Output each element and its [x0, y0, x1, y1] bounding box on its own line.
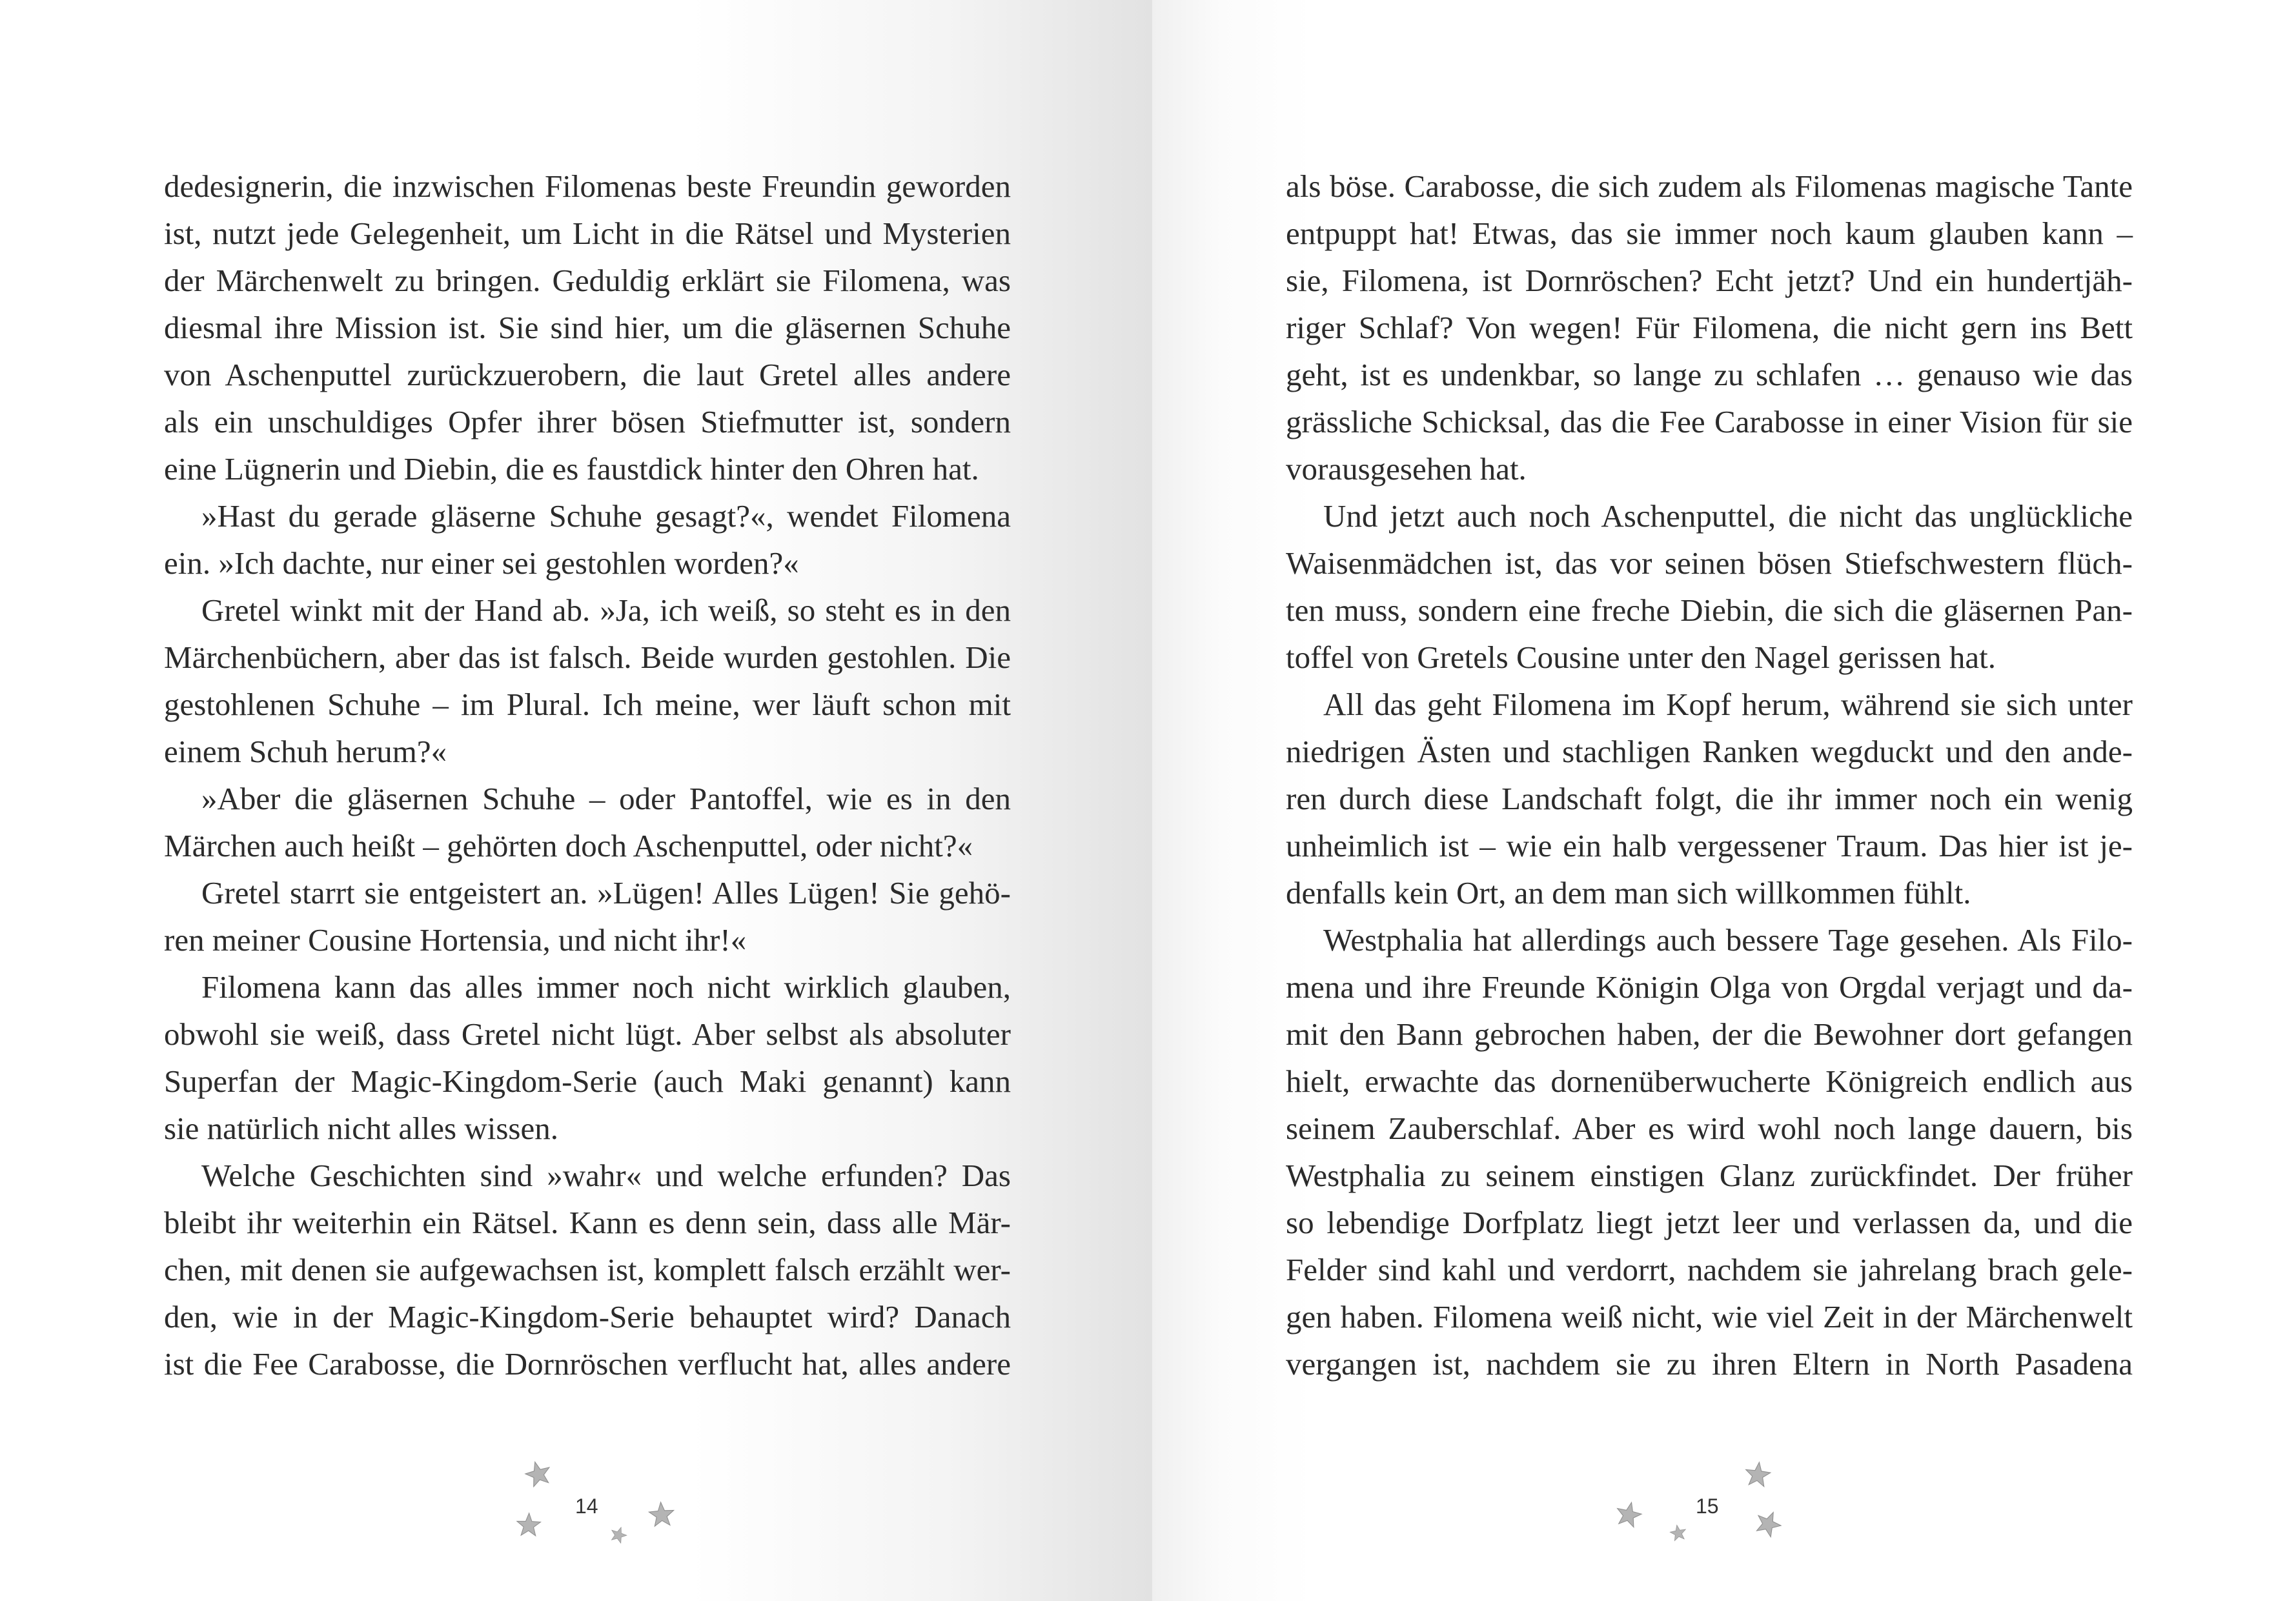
text-line: diesmal ihre Mission ist. Sie sind hier, um die gläsernen Schuhe — [164, 310, 1011, 345]
text-line: Und jetzt auch noch Aschenputtel, die nicht das unglückliche — [1323, 498, 2133, 534]
text-line: chen, mit denen sie aufgewachsen ist, komplett falsch erzählt wer- — [164, 1252, 1011, 1287]
text-line: grässliche Schicksal, das die Fee Carabosse in einer Vision für sie — [1286, 404, 2133, 439]
text-line: als ein unschuldiges Opfer ihrer bösen Stiefmutter ist, sondern — [164, 404, 1011, 439]
text-line: All das geht Filomena im Kopf herum, während sie sich unter — [1323, 687, 2133, 722]
text-line: Gretel starrt sie entgeistert an. »Lügen! Alles Lügen! Sie gehö- — [201, 875, 1011, 911]
star-icon — [1743, 1461, 1772, 1489]
text-line: entpuppt hat! Etwas, das sie immer noch kaum glauben kann – — [1286, 216, 2133, 251]
text-line: mit den Bann gebrochen haben, der die Bewohner dort gefangen — [1286, 1016, 2133, 1052]
text-line: »Aber die gläsernen Schuhe – oder Pantoffel, wie es in den — [201, 781, 1011, 816]
text-line: denfalls kein Ort, an dem man sich willkommen fühlt. — [1286, 875, 1971, 911]
star-icon — [1614, 1501, 1643, 1529]
text-line: als böse. Carabosse, die sich zudem als Filomenas magische Tante — [1286, 168, 2133, 204]
text-line: ein. »Ich dachte, nur einer sei gestohlen worden?« — [164, 545, 799, 581]
text-line: Superfan der Magic-Kingdom-Serie (auch Maki genannt) kann — [164, 1063, 1011, 1099]
text-line: gen haben. Filomena weiß nicht, wie viel Zeit in der Märchenwelt — [1286, 1299, 2133, 1334]
text-line: ist, nutzt jede Gelegenheit, um Licht in die Rätsel und Mysterien — [164, 216, 1011, 251]
page-number: 15 — [1696, 1495, 1719, 1518]
text-line: einem Schuh herum?« — [164, 734, 447, 769]
text-line: so lebendige Dorfplatz liegt jetzt leer und verlassen da, und die — [1286, 1205, 2133, 1240]
text-line: vorausgesehen hat. — [1286, 451, 1527, 487]
text-line: gestohlenen Schuhe – im Plural. Ich meine, wer läuft schon mit — [164, 687, 1011, 722]
text-line: sie natürlich nicht alles wissen. — [164, 1111, 558, 1146]
text-line: eine Lügnerin und Diebin, die es faustdick hinter den Ohren hat. — [164, 451, 979, 487]
text-line: mena und ihre Freunde Königin Olga von Orgdal verjagt und da- — [1286, 969, 2133, 1005]
text-line: hielt, erwachte das dornenüberwucherte Königreich endlich aus — [1286, 1063, 2133, 1099]
text-line: von Aschenputtel zurückzuerobern, die laut Gretel alles andere — [164, 357, 1011, 392]
text-line: bleibt ihr weiterhin ein Rätsel. Kann es denn sein, dass alle Mär- — [164, 1205, 1011, 1240]
star-icon — [524, 1460, 553, 1489]
star-icon — [1669, 1524, 1687, 1542]
body-text — [1286, 163, 2133, 1387]
text-line: vergangen ist, nachdem sie zu ihren Eltern in North Pasadena — [1286, 1346, 2133, 1382]
text-line: Filomena kann das alles immer noch nicht wirklich glauben, — [201, 969, 1011, 1005]
text-line: Westphalia hat allerdings auch bessere Tage gesehen. Als Filo- — [1323, 922, 2133, 958]
text-line: Westphalia zu seinem einstigen Glanz zurückfindet. Der früher — [1286, 1158, 2133, 1193]
star-icon — [647, 1501, 676, 1529]
text-line: ist die Fee Carabosse, die Dornröschen verflucht hat, alles andere — [164, 1346, 1011, 1382]
right-page — [1152, 0, 2296, 1601]
text-line: geht, ist es undenkbar, so lange zu schlafen … genauso wie das — [1286, 357, 2133, 392]
text-line: ren meiner Cousine Hortensia, und nicht ihr!« — [164, 922, 747, 958]
page-number: 14 — [575, 1495, 598, 1518]
text-line: unheimlich ist – wie ein halb vergessener Traum. Das hier ist je- — [1286, 828, 2133, 863]
text-line: ren durch diese Landschaft folgt, die ihr immer noch ein wenig — [1286, 781, 2133, 816]
star-icon — [609, 1526, 627, 1544]
text-line: Waisenmädchen ist, das vor seinen bösen Stiefschwestern flüch- — [1286, 545, 2133, 581]
star-icon — [1754, 1510, 1782, 1538]
text-line: den, wie in der Magic-Kingdom-Serie behauptet wird? Danach — [164, 1299, 1011, 1334]
text-line: seinem Zauberschlaf. Aber es wird wohl noch lange dauern, bis — [1286, 1111, 2133, 1146]
body-text — [164, 163, 1011, 1387]
text-line: Welche Geschichten sind »wahr« und welche erfunden? Das — [201, 1158, 1011, 1193]
star-icon — [515, 1512, 542, 1539]
text-line: obwohl sie weiß, dass Gretel nicht lügt. Aber selbst als absoluter — [164, 1016, 1011, 1052]
text-line: ten muss, sondern eine freche Diebin, die sich die gläsernen Pan- — [1286, 592, 2133, 628]
text-line: Felder sind kahl und verdorrt, nachdem sie jahrelang brach gele- — [1286, 1252, 2133, 1287]
text-line: toffel von Gretels Cousine unter den Nagel gerissen hat. — [1286, 639, 1996, 675]
text-line: der Märchenwelt zu bringen. Geduldig erklärt sie Filomena, was — [164, 263, 1011, 298]
text-line: riger Schlaf? Von wegen! Für Filomena, die nicht gern ins Bett — [1286, 310, 2133, 345]
text-line: Märchen auch heißt – gehörten doch Aschenputtel, oder nicht?« — [164, 828, 973, 863]
text-line: Märchenbüchern, aber das ist falsch. Beide wurden gestohlen. Die — [164, 639, 1011, 675]
text-line: Gretel winkt mit der Hand ab. »Ja, ich weiß, so steht es in den — [201, 592, 1011, 628]
text-line: »Hast du gerade gläserne Schuhe gesagt?«, wendet Filomena — [201, 498, 1011, 534]
text-line: niedrigen Ästen und stachligen Ranken wegduckt und den ande- — [1286, 734, 2133, 769]
text-line: dedesignerin, die inzwischen Filomenas beste Freundin geworden — [164, 168, 1011, 204]
text-line: sie, Filomena, ist Dornröschen? Echt jetzt? Und ein hundertjäh- — [1286, 263, 2133, 298]
